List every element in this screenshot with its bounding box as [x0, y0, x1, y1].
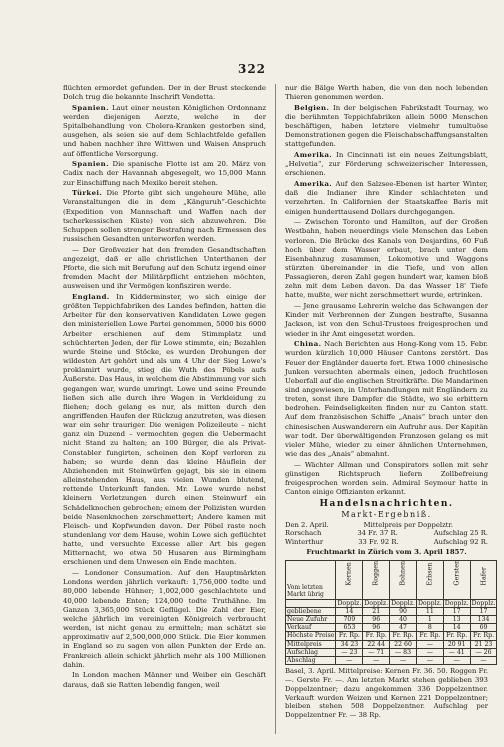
row-label: Aufschlag	[286, 648, 336, 656]
right-column-articles	[285, 84, 488, 497]
grain-column-label: Kernen	[344, 562, 353, 587]
table-cell: 13	[443, 616, 470, 624]
row-label: Abschlag	[286, 657, 336, 665]
country-keyword: Spanien.	[72, 103, 109, 112]
table-cell: 96	[363, 616, 390, 624]
row-label	[286, 599, 336, 607]
price-line-left: Den 2. April.	[285, 520, 329, 529]
article-paragraph	[63, 569, 266, 670]
price-line-left: Rorschach	[285, 529, 322, 538]
country-keyword: England.	[72, 292, 110, 301]
table-cell: —	[470, 657, 497, 665]
grain-column-label: Hafer	[478, 567, 487, 587]
grain-column-label: Erbsen	[425, 563, 434, 587]
grain-column-label: Roggen	[371, 561, 380, 587]
table-row	[286, 648, 497, 656]
table-row	[286, 657, 497, 665]
article-paragraph	[63, 104, 266, 159]
price-line	[285, 529, 488, 538]
grain-column-label: Gersten	[452, 560, 461, 587]
price-line-mid: 34 Fr. 37 R.	[357, 529, 398, 538]
article-text: Die spanische Flotte ist am 20. März von Cadix nach der Havannah abgesegelt, wo 15,000 Mann zur Einschiffung nach Mexiko bereit stehen.	[63, 160, 266, 187]
column-divider	[275, 84, 276, 734]
table-cell: —	[443, 657, 470, 665]
article-text: — Wächter Allman und Conspirators sollen mit sehr günstigen Richtspruch liefern Zollbefreiung freigesprochen worden sein. Admiral Seymour hatte in Canton einige Offizianten erkannt.	[285, 460, 488, 497]
table-cell: — 23	[336, 648, 363, 656]
article-paragraph	[285, 151, 488, 178]
table-cell: Dopplz.	[391, 599, 415, 607]
article-text: In Kidderminster, wo sich einige der größten Teppichfabriken des Landes befinden, hatten die Arbeiter für den konservativen Kandidaten Lowe gegen den ministeriellen Lowe Partei genommen, 5000 bis 6000 Arbeiter erschienen auf dem Stimmplatz und schüchterten Jeden, der für Lowe stimmte, ein; Bezahlen wurde Steine und Stöcke, es wurden Drohungen der wildesten Art gehört und als um 4 Uhr der Sieg Lowe's proklamirt wurde, stieg die Wuth des Pöbels aufs Äußerste. Das Haus, in welchem die Abstimmung vor sich gegangen war, wurde umringt. Lowe und seine Freunde ließen sich alle durch ihre Wagen in Verkleidung zu fliehen; doch gelang es nur, als mitten durch den angriffenden Haufen der Rückzug anzutreten, was diesen war ein sehr trauriger. Die wenigen Polizeileute – nicht ganz ein Duzend – vermochten gegen die Uebermacht nicht Stand zu halten; an 100 Bürger, die als Privat-Constabler fungirten, scheinen den Kopf verloren zu haben; so wurde denn das kleine Häuflein der Abziehenden mit Steinwürfen gejagt, bis sie in einem alleinstehenden Haus, aus vielen Wunden blutend, rettende Unterkunft fanden. Mr. Lowe wurde nebst kleinern Verletzungen durch einen Steinwurf ein Schädelknochen gebrochen; einem der Polizisten wurden beide Nasenknochen zerschmettert; Andere kamen mit Fleisch- und Kopfwunden davon. Der Pöbel raste noch stundenlang vor dem Hause, wohin Lowe sich geflüchtet hatte, und versuchte Excesse aller Art bis gegen Mitternacht, wo etwa 50 Husaren aus Birmingham erschienen und dem Unwesen ein Ende machten.	[63, 292, 266, 567]
market-result-heading: Markt-Ergebniß.	[341, 509, 432, 519]
table-cell: Fr. Rp.	[443, 632, 470, 640]
country-keyword: China.	[294, 340, 322, 349]
table-row	[286, 599, 497, 607]
table-cell: Dopplz.	[417, 599, 442, 607]
row-label: Höchste Preise	[287, 632, 335, 640]
article-text: flüchten ermordet gefunden. Der in der Brust steckende Dolch trug die bekannte Inschrift Vendetta.	[63, 84, 266, 102]
table-cell: 21	[363, 607, 390, 615]
article-text: — Londoner Consumation. Auf den Hauptmärkten Londons werden jährlich verkauft: 1,756,000 todte und 80,000 lebende Hühner; 1,002,000 geschlachtete und 40,000 lebende Enten; 124,000 todte Truthähne. Im Ganzen 3,365,000 Stück Geflügel. Die Zahl der Eier, welche jährlich im vereinigten Königreich verbraucht werden, ist nicht genau zu ermitteln; man schätzt sie approximativ auf 2,500,000,000 Stück. Die Eier kommen in England so zu sagen von allen Punkten der Erde an. Frankreich allein schickt jährlich mehr als 100 Millionen dahin.	[63, 569, 266, 669]
article-text: In der belgischen Fabrikstadt Tournay, wo die berühmten Teppichfabriken allein 5000 Menschen beschäftigen, haben letztere vielmehr tumultuöse Demonstrationen gegen die Fleischabschaffungsanstalten stattgefunden.	[285, 103, 488, 149]
table-cell: —	[416, 640, 443, 648]
table-cell: — 26	[470, 648, 497, 656]
table-cell: Fr. Rp.	[336, 632, 363, 640]
grain-column-header	[336, 560, 363, 599]
article-paragraph	[63, 246, 266, 292]
article-text: Die Pforte gibt sich ungeheure Mühe, alle Veranstaltungen die in dem „Känguruh“-Geschichte (Expedition von Mannschaft und Waffen nach der tscherkessischen Küste) von sich abzuwehren. Die Schuppen sollen strenger Bestrafung nach Ermessen des russischen Gesandten unterworfen werden.	[63, 189, 266, 243]
table-cell: 40	[390, 616, 417, 624]
row-label: Mittelpreis	[286, 640, 336, 648]
grain-column-label: Bohnen	[398, 561, 407, 587]
row-label: Verkauf	[286, 624, 336, 632]
table-cell: —	[416, 657, 443, 665]
country-keyword: Spanien.	[72, 160, 109, 169]
table-cell: — 71	[363, 648, 390, 656]
country-keyword: Amerika.	[294, 180, 333, 189]
article-paragraph	[285, 302, 488, 339]
grain-column-header	[416, 560, 443, 599]
article-text: In Cincinnati ist ein neues Zeitungsblatt, „Helvetia“, zur Förderung schweizerischer Interessen, erschienen.	[285, 151, 488, 178]
right-column	[285, 84, 496, 720]
table-cell: 96	[363, 624, 390, 632]
table-cell: Fr. Rp.	[390, 632, 417, 640]
article-paragraph	[63, 84, 266, 102]
table-cell: Fr. Rp.	[416, 632, 443, 640]
table-row	[286, 607, 497, 615]
article-paragraph	[63, 293, 266, 568]
price-line	[285, 521, 488, 530]
table-cell: —	[390, 657, 417, 665]
table-corner-label: Vom letzten Markt übrig	[286, 560, 336, 599]
table-cell: —	[336, 657, 363, 665]
table-cell: 34 23	[336, 640, 363, 648]
price-lines	[285, 521, 488, 547]
table-cell: —	[416, 648, 443, 656]
price-line-left: Winterthur	[285, 537, 324, 546]
article-paragraph	[63, 671, 266, 689]
table-cell: 17	[470, 607, 497, 615]
price-line-right: Aufschlag 25 R.	[433, 529, 488, 538]
table-cell: 134	[470, 616, 497, 624]
table-row	[286, 624, 497, 632]
table-cell: 47	[390, 624, 417, 632]
article-text: — Jene grausame Lehrerin welche das Schwangen der Kinder mit Verbrennen der Zungen bestrafte, Susanna Jackson, ist von den Schul-Trustees freigesprochen und wieder in ihr Amt eingesetzt worden.	[285, 302, 488, 338]
table-cell: Fr. Rp.	[470, 632, 497, 640]
table-cell: —	[363, 657, 390, 665]
table-cell: 22 44	[363, 640, 390, 648]
table-cell: 1	[416, 616, 443, 624]
price-line-right: Aufschlag 92 R.	[433, 537, 488, 546]
left-column	[63, 84, 266, 691]
table-cell: Dopplz.	[471, 599, 496, 607]
table-cell: 20 91	[443, 640, 470, 648]
article-paragraph	[285, 218, 488, 300]
article-paragraph	[285, 180, 488, 217]
table-cell: — 83	[390, 648, 417, 656]
table-cell: 17	[443, 607, 470, 615]
article-paragraph	[285, 104, 488, 150]
row-label: Neue Zufuhr	[286, 616, 336, 624]
table-cell: Dopplz.	[364, 599, 389, 607]
table-row	[286, 640, 497, 648]
table-cell: 14	[443, 624, 470, 632]
article-text: In London machen Männer und Weiber ein Geschäft daraus, daß sie Ratten lebendig fangen, weil	[63, 671, 266, 689]
article-paragraph	[285, 340, 488, 459]
article-text: Nach Berichten aus Hong-Kong vom 15. Febr. wurden kürzlich 10,000 Häuser Cantons zerstört. Das Feuer der Engländer dauerte fort. Etwa 1000 chinesische Junken versuchten abermals einen, jedoch fruchtlosen Ueberfall auf die englischen Streitkräfte. Die Mandarinen sind angewiesen, in Unterhandlungen mit Engländern zu treten, sonst ihre Dampfer die Städte, wo sie erbittern bedrohen. Feindseligkeiten finden nur zu Canton statt. Auf dem französischen Schiffe „Anais“ brach unter den chinesischen Auswanderern ein Aufruhr aus. Der Kapitän war todt. Der überwältigenden Franzosen gelang es mit vieler Mühe, wieder zu einer ähnlichen Unternehmen, wie das des „Anais“ abmahnt.	[285, 340, 488, 459]
table-cell: 11	[416, 607, 443, 615]
country-keyword: Türkei.	[72, 189, 103, 198]
country-keyword: Belgien.	[294, 103, 330, 112]
table-cell: Dopplz.	[444, 599, 469, 607]
grain-column-header	[470, 560, 497, 599]
grain-price-table	[285, 560, 497, 666]
table-cell: 14	[336, 607, 363, 615]
article-text: Auf den Salzsee-Ebenen ist harter Winter, daß die Indianer ihre Kinder schlachteten und verzehrten. In Californien der Staatskaffee Baris mit einigen hunderttausend Dollars durchgegangen.	[285, 180, 488, 216]
price-line-mid: 33 Fr. 92 R.	[358, 537, 399, 546]
page-number: 322	[237, 62, 267, 76]
table-cell: 653	[336, 624, 363, 632]
table-row	[286, 632, 497, 640]
article-text: — Der Großvezier hat den fremden Gesandtschaften angezeigt, daß er alle christlichen Unterthanen der Pforte, die sich mit Berufung auf den Schutz irgend einer fremden Macht der Militärpflicht entziehen möchten, ausweisen und ihr Vermögen konfisziren werde.	[63, 245, 266, 291]
country-keyword: Amerika.	[294, 151, 333, 160]
article-paragraph	[285, 461, 488, 498]
basel-market-note: Basel, 3. April. Mittelpreise: Kernen Fr. 36. 50. Roggen Fr. —. Gerste Fr. —. Am letzten Markt stehen geblieben 393 Doppelzentner; dazu angekommen 336 Doppelzentner. Verkauft wurden Weizen und Kernen 221 Doppelzentner; bleiben stehen 508 Doppelzentner. Aufschlag per Doppelzentner Fr. — 38 Rp.	[285, 667, 488, 720]
article-paragraph	[63, 189, 266, 244]
grain-column-header	[443, 560, 470, 599]
article-text: nur die Bälge Werth haben, die von den noch lebenden Thieren genommen werden.	[285, 84, 488, 102]
commerce-heading: Handelsnachrichten.	[319, 499, 454, 510]
table-cell: 21 23	[470, 640, 497, 648]
article-text: — Zwischen Toronto und Hamilton, auf der Großen Westbahn, haben neuerdings viele Menschen das Leben verloren. Die Brücke des Kanals von Desjardins, 60 Fuß hoch über dem Wasser erbaut, brach unter dem Eisenbahnzug zusammen, Lokomotive und Waggons stürzten übereinander in die Tiefe, und von allen Passagieren, deren Zahl gegen hundert war, kamen bloß zehn mit dem Leben davon. Da das Wasser 18' Tiefe hatte, mußte, wer nicht zerschmettert wurde, ertrinken.	[285, 218, 488, 300]
price-line	[285, 538, 488, 547]
fruit-market-heading: Fruchtmarkt in Zürich vom 3. April 1857.	[306, 548, 467, 557]
article-text: Laut einer neusten Königlichen Ordonnanz werden diejenigen Aerzte, welche in der Spitalbehandlung von Cholera-Kranken gestorben sind, ausgehen, als seien sie auf dem Schlachtfelde gefallen und haben nachher ihre Wittwen und Waisen Anspruch auf öffentliche Versorgung.	[63, 103, 266, 158]
table-row	[286, 616, 497, 624]
price-line-mid: Mittelpreis per Doppelztr.	[363, 520, 454, 529]
row-label: gebliebene	[286, 607, 336, 615]
table-cell: 8	[416, 624, 443, 632]
grain-column-header	[390, 560, 417, 599]
grain-column-header	[363, 560, 390, 599]
table-cell: 22 60	[390, 640, 417, 648]
table-cell: 69	[470, 624, 497, 632]
table-cell: — 41	[443, 648, 470, 656]
table-cell: Dopplz.	[337, 599, 362, 607]
table-cell: 709	[336, 616, 363, 624]
article-paragraph	[63, 160, 266, 187]
table-cell: 90	[390, 607, 417, 615]
article-paragraph	[285, 84, 488, 102]
table-cell: Fr. Rp.	[363, 632, 390, 640]
